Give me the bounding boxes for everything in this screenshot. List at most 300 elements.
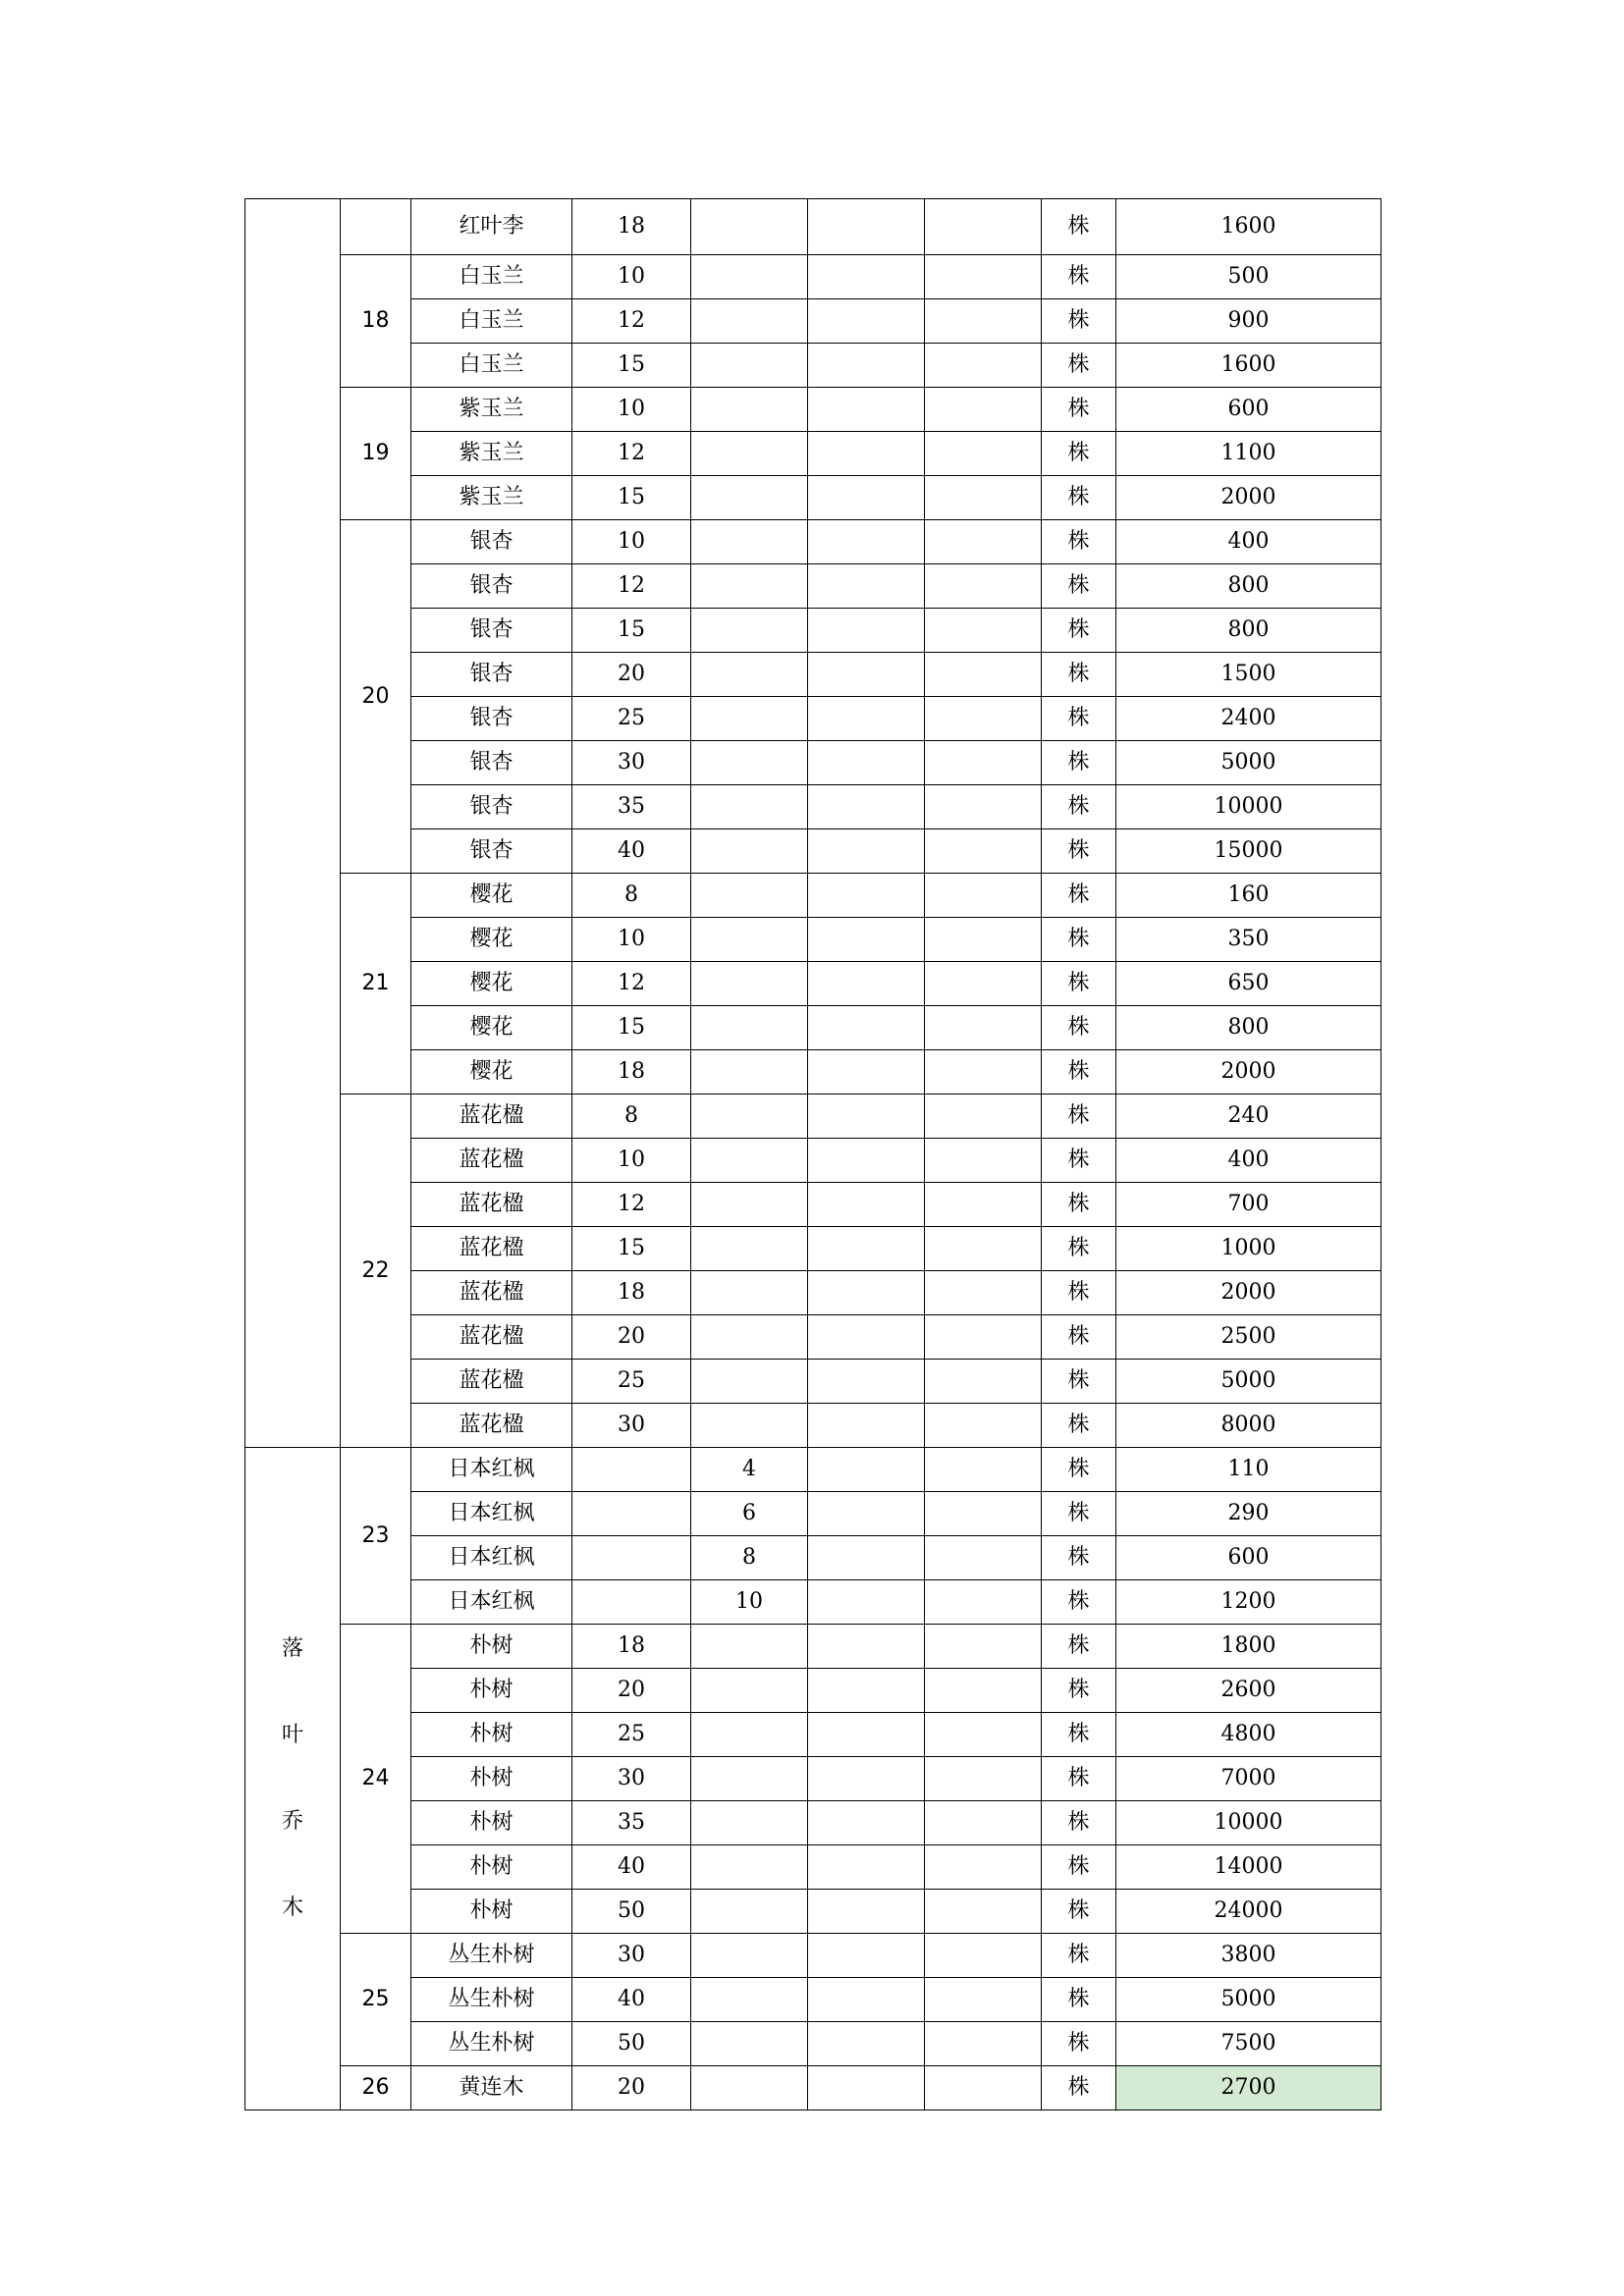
unit-cell: 株 — [1042, 1227, 1116, 1271]
spec-cell-3 — [808, 255, 925, 299]
table-row — [245, 1978, 1381, 2022]
table-row — [245, 1580, 1381, 1625]
unit-cell: 株 — [1042, 1536, 1116, 1580]
spec-cell-1: 25 — [572, 1360, 691, 1404]
price-cell: 8000 — [1116, 1404, 1381, 1448]
price-cell: 1800 — [1116, 1625, 1381, 1669]
spec-cell-2 — [691, 1934, 808, 1978]
plant-name-cell: 白玉兰 — [411, 344, 572, 388]
spec-cell-2 — [691, 653, 808, 697]
spec-cell-2 — [691, 388, 808, 432]
spec-cell-4 — [925, 918, 1042, 962]
spec-cell-4 — [925, 520, 1042, 564]
spec-cell-3 — [808, 874, 925, 918]
table-body — [245, 199, 1381, 2110]
spec-cell-2 — [691, 1139, 808, 1183]
price-cell: 15000 — [1116, 829, 1381, 874]
table-row — [245, 918, 1381, 962]
price-cell: 5000 — [1116, 1360, 1381, 1404]
unit-cell: 株 — [1042, 1095, 1116, 1139]
table-row — [245, 199, 1381, 255]
table-row — [245, 2066, 1381, 2110]
spec-cell-2 — [691, 741, 808, 785]
spec-cell-4 — [925, 829, 1042, 874]
spec-cell-1: 10 — [572, 1139, 691, 1183]
spec-cell-3 — [808, 609, 925, 653]
spec-cell-4 — [925, 1669, 1042, 1713]
spec-cell-1: 10 — [572, 520, 691, 564]
plant-name-cell: 蓝花楹 — [411, 1360, 572, 1404]
spec-cell-4 — [925, 1006, 1042, 1050]
spec-cell-4 — [925, 476, 1042, 520]
unit-cell: 株 — [1042, 1492, 1116, 1536]
spec-cell-2 — [691, 697, 808, 741]
unit-cell: 株 — [1042, 1050, 1116, 1095]
spec-cell-1: 40 — [572, 829, 691, 874]
spec-cell-4 — [925, 1360, 1042, 1404]
unit-cell: 株 — [1042, 785, 1116, 829]
spec-cell-4 — [925, 785, 1042, 829]
spec-cell-4 — [925, 1492, 1042, 1536]
spec-cell-2: 10 — [691, 1580, 808, 1625]
table-row — [245, 1315, 1381, 1360]
plant-name-cell: 银杏 — [411, 520, 572, 564]
unit-cell: 株 — [1042, 1360, 1116, 1404]
unit-cell: 株 — [1042, 476, 1116, 520]
price-cell: 2000 — [1116, 1050, 1381, 1095]
spec-cell-2 — [691, 1006, 808, 1050]
table-row — [245, 1095, 1381, 1139]
spec-cell-1: 12 — [572, 432, 691, 476]
spec-cell-2 — [691, 476, 808, 520]
category-cell — [245, 1448, 341, 2110]
spec-cell-3 — [808, 1095, 925, 1139]
table-row — [245, 1536, 1381, 1580]
spec-cell-3 — [808, 1978, 925, 2022]
unit-cell: 株 — [1042, 344, 1116, 388]
spec-cell-2 — [691, 1315, 808, 1360]
spec-cell-2 — [691, 1404, 808, 1448]
spec-cell-2 — [691, 918, 808, 962]
plant-name-cell: 朴树 — [411, 1669, 572, 1713]
spec-cell-2 — [691, 1360, 808, 1404]
spec-cell-1: 35 — [572, 1801, 691, 1845]
spec-cell-3 — [808, 1580, 925, 1625]
plant-name-cell: 蓝花楹 — [411, 1315, 572, 1360]
plant-name-cell: 银杏 — [411, 564, 572, 609]
plant-name-cell: 樱花 — [411, 918, 572, 962]
unit-cell: 株 — [1042, 1271, 1116, 1315]
price-cell: 1200 — [1116, 1580, 1381, 1625]
spec-cell-1: 15 — [572, 476, 691, 520]
table-row — [245, 1183, 1381, 1227]
unit-cell: 株 — [1042, 1890, 1116, 1934]
plant-name-cell: 白玉兰 — [411, 255, 572, 299]
spec-cell-3 — [808, 1757, 925, 1801]
spec-cell-1 — [572, 1536, 691, 1580]
plant-name-cell: 丛生朴树 — [411, 1978, 572, 2022]
spec-cell-3 — [808, 697, 925, 741]
item-number: 21 — [341, 874, 411, 1095]
spec-cell-4 — [925, 255, 1042, 299]
unit-cell: 株 — [1042, 432, 1116, 476]
spec-cell-1: 18 — [572, 1625, 691, 1669]
spec-cell-4 — [925, 1890, 1042, 1934]
spec-cell-2 — [691, 1757, 808, 1801]
spec-cell-1: 8 — [572, 874, 691, 918]
spec-cell-4 — [925, 1095, 1042, 1139]
price-cell: 160 — [1116, 874, 1381, 918]
plant-name-cell: 蓝花楹 — [411, 1183, 572, 1227]
spec-cell-3 — [808, 1360, 925, 1404]
spec-cell-3 — [808, 1183, 925, 1227]
spec-cell-3 — [808, 785, 925, 829]
item-number: 23 — [341, 1448, 411, 1625]
spec-cell-2 — [691, 520, 808, 564]
unit-cell: 株 — [1042, 918, 1116, 962]
spec-cell-3 — [808, 1669, 925, 1713]
spec-cell-4 — [925, 1050, 1042, 1095]
spec-cell-1: 10 — [572, 918, 691, 962]
price-cell: 2500 — [1116, 1315, 1381, 1360]
unit-cell: 株 — [1042, 1934, 1116, 1978]
table-row — [245, 829, 1381, 874]
spec-cell-2 — [691, 874, 808, 918]
table-row — [245, 609, 1381, 653]
unit-cell: 株 — [1042, 388, 1116, 432]
price-cell: 10000 — [1116, 785, 1381, 829]
spec-cell-3 — [808, 1801, 925, 1845]
unit-cell: 株 — [1042, 1713, 1116, 1757]
plant-name-cell: 紫玉兰 — [411, 432, 572, 476]
table-row — [245, 741, 1381, 785]
plant-name-cell: 朴树 — [411, 1625, 572, 1669]
unit-cell: 株 — [1042, 564, 1116, 609]
spec-cell-2 — [691, 432, 808, 476]
price-cell: 7000 — [1116, 1757, 1381, 1801]
price-cell: 10000 — [1116, 1801, 1381, 1845]
spec-cell-1 — [572, 1492, 691, 1536]
item-number: 18 — [341, 255, 411, 388]
plant-name-cell: 朴树 — [411, 1757, 572, 1801]
price-cell: 1600 — [1116, 199, 1381, 255]
unit-cell: 株 — [1042, 199, 1116, 255]
table-row — [245, 1492, 1381, 1536]
plant-name-cell: 蓝花楹 — [411, 1227, 572, 1271]
price-cell: 800 — [1116, 564, 1381, 609]
table-row — [245, 388, 1381, 432]
unit-cell: 株 — [1042, 1757, 1116, 1801]
spec-cell-1: 30 — [572, 1757, 691, 1801]
spec-cell-4 — [925, 1713, 1042, 1757]
spec-cell-1: 12 — [572, 1183, 691, 1227]
price-cell: 14000 — [1116, 1845, 1381, 1890]
spec-cell-1: 20 — [572, 2066, 691, 2110]
spec-cell-2 — [691, 344, 808, 388]
spec-cell-3 — [808, 653, 925, 697]
spec-cell-3 — [808, 1536, 925, 1580]
unit-cell: 株 — [1042, 1183, 1116, 1227]
spec-cell-4 — [925, 1271, 1042, 1315]
spec-cell-3 — [808, 1448, 925, 1492]
spec-cell-1: 18 — [572, 1271, 691, 1315]
spec-cell-3 — [808, 1934, 925, 1978]
unit-cell: 株 — [1042, 299, 1116, 344]
price-cell: 290 — [1116, 1492, 1381, 1536]
price-cell: 650 — [1116, 962, 1381, 1006]
spec-cell-2 — [691, 1271, 808, 1315]
price-cell: 600 — [1116, 388, 1381, 432]
table-row — [245, 564, 1381, 609]
spec-cell-2 — [691, 962, 808, 1006]
spec-cell-4 — [925, 2022, 1042, 2066]
table-row — [245, 874, 1381, 918]
unit-cell: 株 — [1042, 1448, 1116, 1492]
item-number: 26 — [341, 2066, 411, 2110]
spec-cell-1: 40 — [572, 1845, 691, 1890]
item-number: 20 — [341, 520, 411, 874]
spec-cell-3 — [808, 2022, 925, 2066]
plant-name-cell: 银杏 — [411, 829, 572, 874]
spec-cell-2 — [691, 1050, 808, 1095]
price-cell: 1500 — [1116, 653, 1381, 697]
table-row — [245, 1050, 1381, 1095]
table-row — [245, 1006, 1381, 1050]
price-cell: 400 — [1116, 520, 1381, 564]
plant-name-cell: 蓝花楹 — [411, 1095, 572, 1139]
spec-cell-2 — [691, 564, 808, 609]
spec-cell-3 — [808, 199, 925, 255]
item-number: 24 — [341, 1625, 411, 1934]
spec-cell-3 — [808, 1006, 925, 1050]
table-row — [245, 1271, 1381, 1315]
spec-cell-1: 18 — [572, 199, 691, 255]
price-cell: 400 — [1116, 1139, 1381, 1183]
spec-cell-3 — [808, 1315, 925, 1360]
table-row — [245, 653, 1381, 697]
price-table — [244, 198, 1381, 2110]
spec-cell-3 — [808, 741, 925, 785]
table-row — [245, 1404, 1381, 1448]
spec-cell-3 — [808, 918, 925, 962]
plant-name-cell: 日本红枫 — [411, 1536, 572, 1580]
spec-cell-1: 15 — [572, 344, 691, 388]
spec-cell-1: 35 — [572, 785, 691, 829]
spec-cell-2 — [691, 609, 808, 653]
spec-cell-4 — [925, 609, 1042, 653]
spec-cell-4 — [925, 1536, 1042, 1580]
price-cell: 2400 — [1116, 697, 1381, 741]
plant-name-cell: 红叶李 — [411, 199, 572, 255]
unit-cell: 株 — [1042, 1625, 1116, 1669]
spec-cell-4 — [925, 1580, 1042, 1625]
spec-cell-1: 8 — [572, 1095, 691, 1139]
plant-name-cell: 朴树 — [411, 1845, 572, 1890]
spec-cell-4 — [925, 1404, 1042, 1448]
spec-cell-3 — [808, 1625, 925, 1669]
plant-name-cell: 银杏 — [411, 741, 572, 785]
unit-cell: 株 — [1042, 1978, 1116, 2022]
spec-cell-4 — [925, 199, 1042, 255]
table-row — [245, 1448, 1381, 1492]
spec-cell-3 — [808, 388, 925, 432]
spec-cell-3 — [808, 1713, 925, 1757]
spec-cell-4 — [925, 299, 1042, 344]
plant-name-cell: 蓝花楹 — [411, 1404, 572, 1448]
spec-cell-1: 18 — [572, 1050, 691, 1095]
plant-name-cell: 樱花 — [411, 962, 572, 1006]
spec-cell-2 — [691, 1183, 808, 1227]
table-row — [245, 1845, 1381, 1890]
table-row — [245, 1801, 1381, 1845]
spec-cell-4 — [925, 1801, 1042, 1845]
unit-cell: 株 — [1042, 1801, 1116, 1845]
plant-name-cell: 银杏 — [411, 697, 572, 741]
unit-cell: 株 — [1042, 1669, 1116, 1713]
table-row — [245, 1669, 1381, 1713]
spec-cell-3 — [808, 1271, 925, 1315]
spec-cell-3 — [808, 564, 925, 609]
spec-cell-2 — [691, 1669, 808, 1713]
spec-cell-4 — [925, 432, 1042, 476]
table-row — [245, 2022, 1381, 2066]
plant-name-cell: 蓝花楹 — [411, 1139, 572, 1183]
plant-name-cell: 日本红枫 — [411, 1448, 572, 1492]
plant-name-cell: 朴树 — [411, 1890, 572, 1934]
spec-cell-2 — [691, 1625, 808, 1669]
table-row — [245, 785, 1381, 829]
spec-cell-1 — [572, 1580, 691, 1625]
table-row — [245, 344, 1381, 388]
table-row — [245, 697, 1381, 741]
spec-cell-1: 15 — [572, 609, 691, 653]
price-cell: 4800 — [1116, 1713, 1381, 1757]
spec-cell-2 — [691, 1890, 808, 1934]
unit-cell: 株 — [1042, 1006, 1116, 1050]
price-cell: 1600 — [1116, 344, 1381, 388]
spec-cell-1: 12 — [572, 299, 691, 344]
spec-cell-4 — [925, 1448, 1042, 1492]
unit-cell: 株 — [1042, 1139, 1116, 1183]
spec-cell-1: 15 — [572, 1227, 691, 1271]
plant-name-cell: 朴树 — [411, 1713, 572, 1757]
table-row — [245, 1757, 1381, 1801]
price-cell: 500 — [1116, 255, 1381, 299]
spec-cell-4 — [925, 1227, 1042, 1271]
spec-cell-3 — [808, 1139, 925, 1183]
spec-cell-3 — [808, 2066, 925, 2110]
unit-cell: 株 — [1042, 697, 1116, 741]
spec-cell-2 — [691, 299, 808, 344]
spec-cell-1: 10 — [572, 388, 691, 432]
price-cell: 24000 — [1116, 1890, 1381, 1934]
table-row — [245, 299, 1381, 344]
spec-cell-3 — [808, 520, 925, 564]
plant-name-cell: 白玉兰 — [411, 299, 572, 344]
unit-cell: 株 — [1042, 609, 1116, 653]
plant-name-cell: 紫玉兰 — [411, 388, 572, 432]
spec-cell-1: 20 — [572, 653, 691, 697]
spec-cell-1: 50 — [572, 1890, 691, 1934]
spec-cell-4 — [925, 1757, 1042, 1801]
spec-cell-2 — [691, 1801, 808, 1845]
spec-cell-3 — [808, 299, 925, 344]
plant-name-cell: 银杏 — [411, 785, 572, 829]
spec-cell-4 — [925, 1315, 1042, 1360]
spec-cell-1: 10 — [572, 255, 691, 299]
price-cell: 5000 — [1116, 741, 1381, 785]
spec-cell-3 — [808, 476, 925, 520]
table-row — [245, 476, 1381, 520]
unit-cell: 株 — [1042, 1580, 1116, 1625]
table-row — [245, 1890, 1381, 1934]
spec-cell-1: 25 — [572, 1713, 691, 1757]
table-row — [245, 1227, 1381, 1271]
price-cell: 110 — [1116, 1448, 1381, 1492]
table-row — [245, 1713, 1381, 1757]
price-cell: 900 — [1116, 299, 1381, 344]
spec-cell-1: 15 — [572, 1006, 691, 1050]
spec-cell-2 — [691, 785, 808, 829]
spec-cell-3 — [808, 1890, 925, 1934]
table-row — [245, 520, 1381, 564]
spec-cell-3 — [808, 829, 925, 874]
table-row — [245, 1934, 1381, 1978]
price-cell: 600 — [1116, 1536, 1381, 1580]
plant-name-cell: 紫玉兰 — [411, 476, 572, 520]
spec-cell-1: 30 — [572, 1404, 691, 1448]
category-label: 落叶乔木 — [281, 1636, 303, 1920]
spec-cell-4 — [925, 1139, 1042, 1183]
unit-cell: 株 — [1042, 2022, 1116, 2066]
spec-cell-3 — [808, 1227, 925, 1271]
spec-cell-2 — [691, 1845, 808, 1890]
price-cell: 2000 — [1116, 1271, 1381, 1315]
plant-name-cell: 蓝花楹 — [411, 1271, 572, 1315]
spec-cell-2: 4 — [691, 1448, 808, 1492]
price-cell: 2700 — [1116, 2066, 1381, 2110]
price-cell: 2000 — [1116, 476, 1381, 520]
item-number: 25 — [341, 1934, 411, 2066]
spec-cell-1: 20 — [572, 1669, 691, 1713]
price-cell: 240 — [1116, 1095, 1381, 1139]
spec-cell-2 — [691, 255, 808, 299]
spec-cell-3 — [808, 432, 925, 476]
spec-cell-4 — [925, 874, 1042, 918]
spec-cell-4 — [925, 2066, 1042, 2110]
price-cell: 3800 — [1116, 1934, 1381, 1978]
unit-cell: 株 — [1042, 962, 1116, 1006]
spec-cell-4 — [925, 1625, 1042, 1669]
spec-cell-4 — [925, 1183, 1042, 1227]
spec-cell-2 — [691, 2022, 808, 2066]
spec-cell-1: 25 — [572, 697, 691, 741]
spec-cell-3 — [808, 962, 925, 1006]
price-cell: 5000 — [1116, 1978, 1381, 2022]
spec-cell-1: 30 — [572, 741, 691, 785]
table-row — [245, 1625, 1381, 1669]
spec-cell-2 — [691, 2066, 808, 2110]
spec-cell-2 — [691, 1978, 808, 2022]
spec-cell-2: 6 — [691, 1492, 808, 1536]
item-number: 22 — [341, 1095, 411, 1448]
price-cell: 700 — [1116, 1183, 1381, 1227]
price-cell: 350 — [1116, 918, 1381, 962]
plant-name-cell: 银杏 — [411, 609, 572, 653]
spec-cell-2: 8 — [691, 1536, 808, 1580]
spec-cell-4 — [925, 741, 1042, 785]
unit-cell: 株 — [1042, 741, 1116, 785]
